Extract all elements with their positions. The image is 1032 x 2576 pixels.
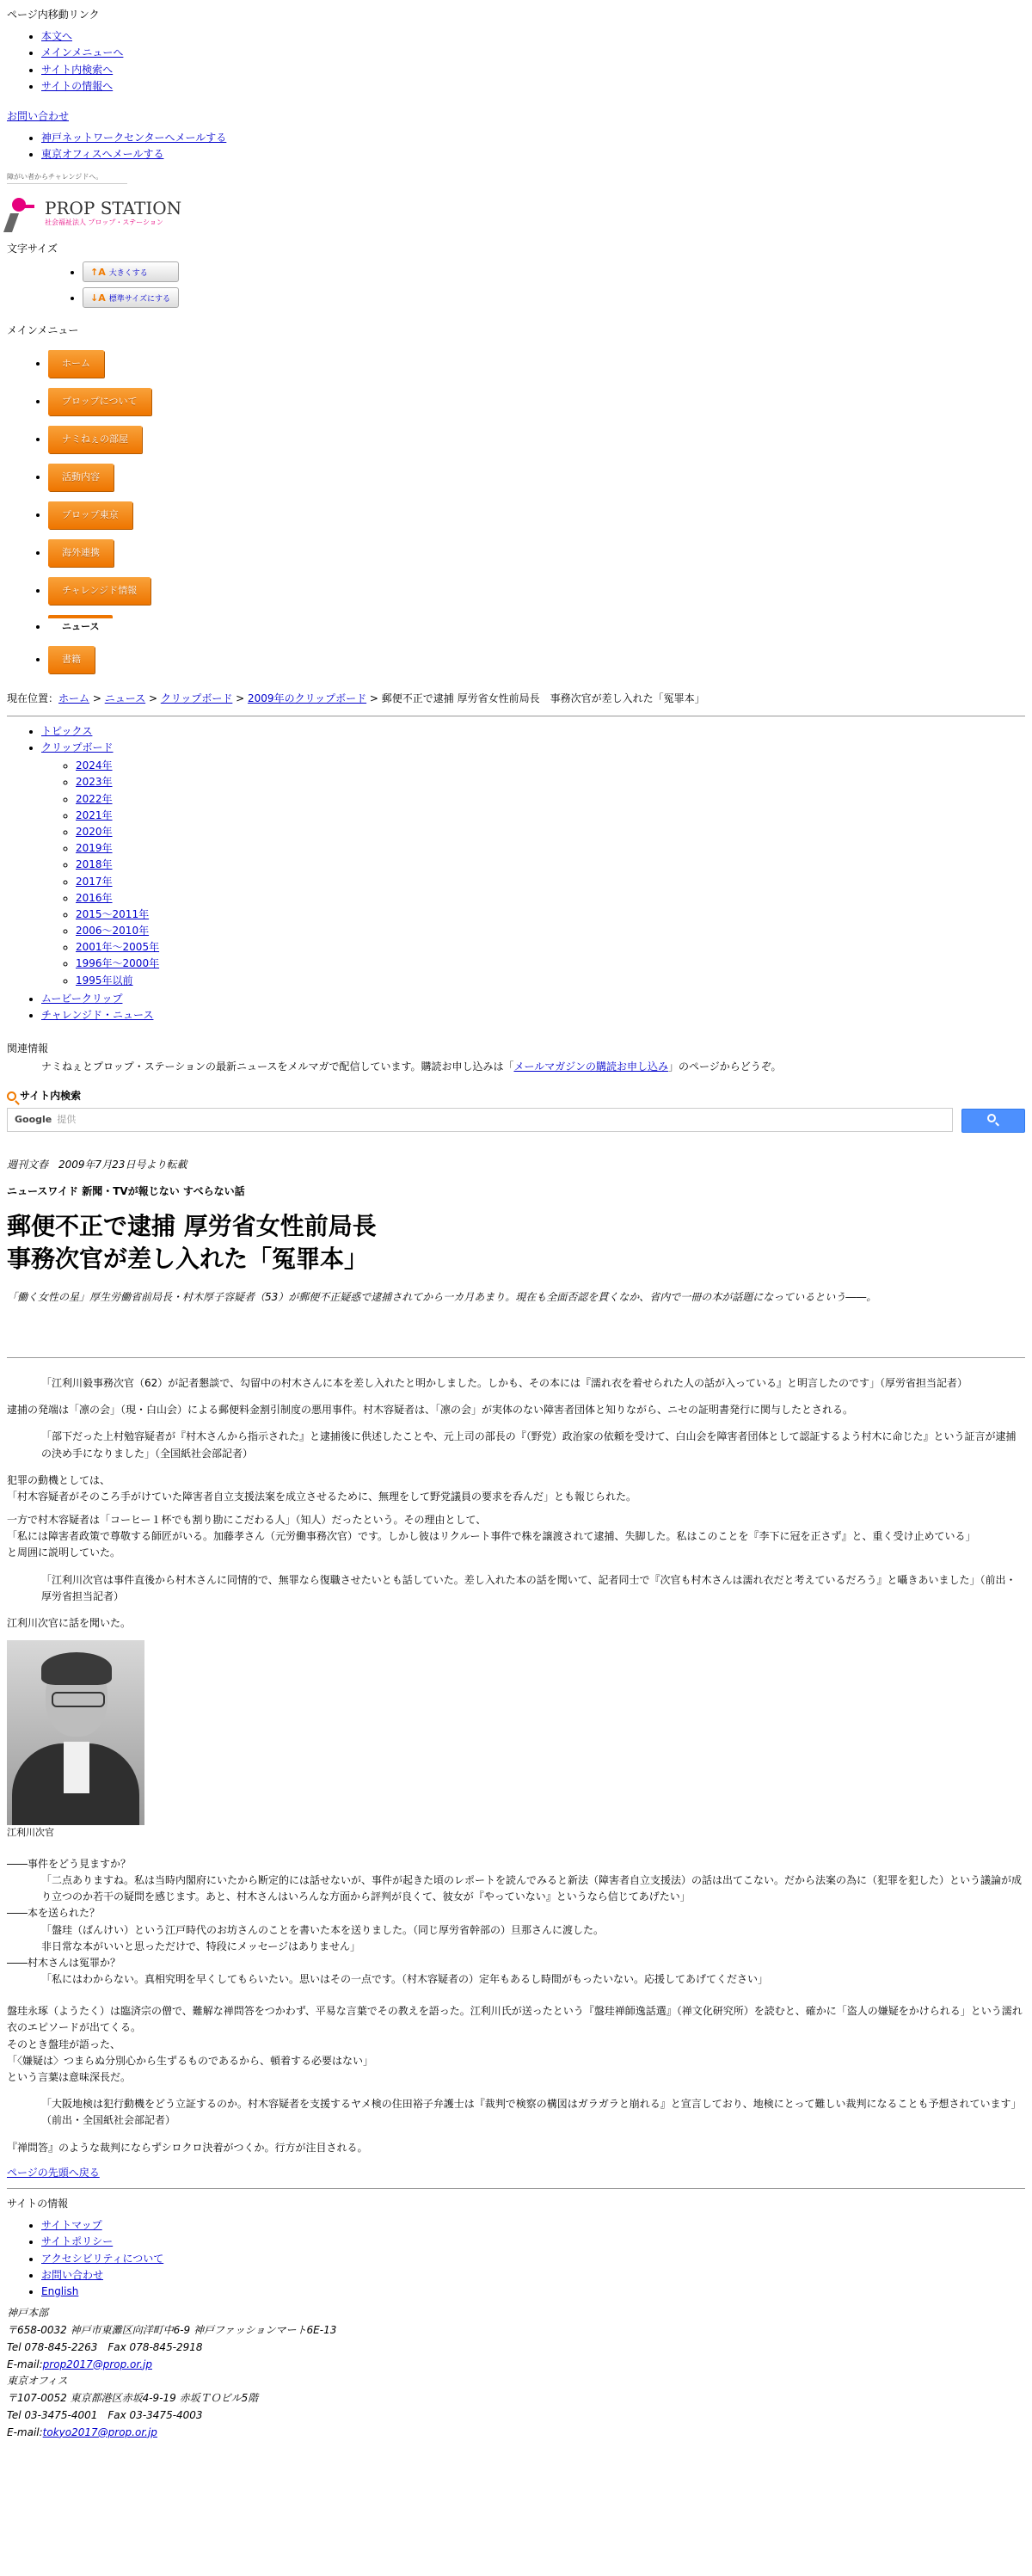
breadcrumb-prefix: 現在位置： <box>7 692 59 704</box>
interview-question: ――村木さんは冤罪か？ <box>7 1956 121 1969</box>
article-paragraph: 犯罪の動機としては、 「村木容疑者がそのころ手がけていた障害者自立支援法案を成立させるために、無理をして野党議員の要求を呑んだ」とも報じられた。 <box>7 1473 637 1503</box>
skip-links-title: ページ内移動リンク <box>7 9 100 21</box>
interview-answer: 「私にはわからない。真相究明を早くしてもらいたい。思いはその一点です。（村木容疑者の）定年もあるし時間がもったいない。応援してあげてください」 <box>41 1973 769 1986</box>
search-title: サイト内検索 <box>7 1088 1025 1104</box>
breadcrumb-clipboard[interactable]: クリップボード <box>160 692 233 704</box>
subnav-movie-clip[interactable]: ムービークリップ <box>41 992 123 1005</box>
article-kicker: ニュースワイド 新聞・TVが報じない すべらない話 <box>7 1184 245 1197</box>
font-size-label: 文字サイズ <box>7 243 58 255</box>
menu-overseas[interactable]: 海外連携 <box>48 539 114 567</box>
article-paragraph: 「江利川毅事務次官（62）が記者懇談で、勾留中の村木さんに本を差し入れたと明かしました。しかも、その本には『濡れ衣を着せられた人の話が入っている』と明言したのです」（厚労省担当記者） <box>41 1376 968 1389</box>
site-logo[interactable] <box>7 193 1025 234</box>
article-paragraph: 一方で村木容疑者は「コーヒー１杯でも割り勘にこだわる人」（知人）だったという。その理由として、 「私には障害者政策で尊敬する師匠がいる。加藤孝さん（元労働事務次官）です。しかし彼はリクルート事件で株を譲渡されて逮捕、失脚した。私はこのことを『李下に冠を正さず』と、重く受け止めている」 と周囲に説明していた。 <box>7 1514 976 1559</box>
related-text: ナミねぇとプロップ・ステーションの最新ニュースをメルマガで配信しています。購読お申し込みは「メールマガジンの購読お申し込み」のページからどうぞ。 <box>41 1061 782 1073</box>
divider <box>7 1357 1025 1358</box>
interview <box>7 1856 1025 1989</box>
article-lead: 「働く女性の星」厚生労働省前局長・村木厚子容疑者（53）が郵便不正疑惑で逮捕されてから一カ月あまり。現在も全面否認を貫くなか、省内で一冊の本が話題になっているという――。 <box>7 1290 877 1303</box>
mailmagazine-link[interactable]: メールマガジンの購読お申し込み <box>513 1061 668 1073</box>
english-link[interactable]: English <box>41 2284 79 2297</box>
menu-books[interactable]: 書籍 <box>48 646 95 673</box>
font-standard-button[interactable]: ↓A 標準サイズにする <box>83 287 179 308</box>
menu-home[interactable]: ホーム <box>48 350 104 378</box>
subnav-year-link[interactable]: 2023年 <box>76 776 113 789</box>
menu-challenged-info[interactable]: チャレンジド情報 <box>48 577 150 605</box>
interview-answer: 「盤珪（ばんけい）という江戸時代のお坊さんのことを書いた本を送りました。（同じ厚労省幹部の）旦那さんに渡した。 非日常な本がいいと思っただけで、特段にメッセージはありません」 <box>41 1923 605 1952</box>
logo-text: PROP STATION <box>45 197 182 218</box>
subnav-year-link[interactable]: 2001年〜2005年 <box>76 941 160 954</box>
article-paragraph: 「大阪地検は犯行動機をどう立証するのか。村木容疑者を支援するヤメ検の住田裕子弁護士は『裁判で検察の構図はガラガラと崩れる』と宣言しており、地検にとって難しい裁判になることも予想されています」（前出・全国紙社会部記者） <box>41 2098 1022 2127</box>
menu-prop-tokyo[interactable]: プロップ東京 <box>48 501 132 529</box>
font-larger-icon: ↑A <box>90 267 106 279</box>
sitemap-link[interactable]: サイトマップ <box>41 2219 102 2232</box>
breadcrumb-current: 郵便不正で逮捕 厚労省女性前局長 事務次官が差し入れた「冤罪本」 <box>381 692 705 704</box>
subnav-year-link[interactable]: 2015〜2011年 <box>76 907 150 920</box>
mail-kobe-link[interactable]: 神戸ネットワークセンターへメールする <box>41 132 227 144</box>
breadcrumb-home[interactable]: ホーム <box>58 692 90 704</box>
font-size-list <box>7 259 1025 310</box>
tokyo-tel: Tel 03-3475-4001 Fax 03-3475-4003 <box>7 2408 203 2421</box>
article-paragraph: 盤珪永琢（ようたく）は臨済宗の僧で、難解な禅問答をつかわず、平易な言葉でその教えを語った。江利川氏が送ったという『盤珪禅師逸話選』（禅文化研究所）を読むと、確かに「盗人の嫌疑をかけられる」という濡れ衣のエピソードが出てくる。 そのとき盤珪が語った、 「〈嫌疑は〉つまらぬ分別心から生ずるものであるから、頓着する必要はない」 という言葉は意味深長だ。 <box>7 2005 1023 2084</box>
interview-answer: 「二点ありますね。私は当時内閣府にいたから断定的には話せないが、事件が起きた頃のレポートを読んでみると新法（障害者自立支援法）の話は出てこない。だから法案の為に（犯罪を犯した）という議論が成り立つのか若干の疑問を感じます。あと、村木さんはいろんな方面から評判が良くて、彼女が『やっていない』というなら信じてあげたい」 <box>41 1873 1023 1903</box>
skip-to-content-link[interactable]: 本文へ <box>41 30 73 43</box>
skip-to-siteinfo-link[interactable]: サイトの情報へ <box>41 79 114 92</box>
subnav-topics[interactable]: トピックス <box>41 724 93 737</box>
mainmenu <box>7 350 1025 673</box>
sitepolicy-link[interactable]: サイトポリシー <box>41 2235 114 2248</box>
subnav <box>7 723 1025 1024</box>
article-paragraph: 江利川次官に話を聞いた。 <box>7 1617 132 1630</box>
search-form <box>7 1108 1025 1133</box>
contact-link[interactable]: お問い合わせ <box>7 109 70 122</box>
search-button-icon <box>987 1114 996 1122</box>
subnav-year-link[interactable]: 1995年以前 <box>76 974 133 987</box>
tagline: 障がい者からチャレンジドへ。 <box>7 172 127 185</box>
tokyo-label: 東京オフィス <box>7 2375 68 2388</box>
search-icon <box>7 1091 16 1101</box>
logo-mark-icon <box>7 193 41 234</box>
accessibility-link[interactable]: アクセシビリティについて <box>41 2252 164 2265</box>
back-to-top-link[interactable]: ページの先頭へ戻る <box>7 2166 100 2179</box>
article-headline: 郵便不正で逮捕 厚労省女性前局長 事務次官が差し入れた「冤罪本」 <box>7 1212 377 1273</box>
breadcrumb-2009[interactable]: 2009年のクリップボード <box>248 692 367 704</box>
tokyo-email-link[interactable]: tokyo2017@prop.or.jp <box>42 2425 157 2438</box>
kobe-address: 〒658-0032 神戸市東灘区向洋町中6-9 神戸ファッションマート6E-13 <box>7 2323 337 2336</box>
skip-to-mainmenu-link[interactable]: メインメニューへ <box>41 46 124 59</box>
tokyo-email-line: E-mail:tokyo2017@prop.or.jp <box>7 2425 157 2438</box>
search-input[interactable] <box>7 1108 953 1132</box>
subnav-year-link[interactable]: 2019年 <box>76 842 113 855</box>
subnav-year-link[interactable]: 2022年 <box>76 792 113 805</box>
mail-tokyo-link[interactable]: 東京オフィスへメールする <box>41 148 164 161</box>
subnav-year-link[interactable]: 2016年 <box>76 891 113 904</box>
subnav-year-link[interactable]: 2024年 <box>76 759 113 772</box>
search-button[interactable] <box>961 1109 1025 1133</box>
breadcrumb-sep: > <box>366 692 382 704</box>
subnav-clipboard[interactable]: クリップボード <box>41 741 114 754</box>
subnav-year-link[interactable]: 2017年 <box>76 875 113 888</box>
siteinfo-list <box>7 2217 1025 2300</box>
interview-question: ――事件をどう見ますか？ <box>7 1857 132 1870</box>
siteinfo-title: サイトの情報 <box>7 2197 69 2210</box>
contact-list <box>7 130 1025 163</box>
font-larger-button[interactable]: ↑A 大きくする <box>83 261 179 282</box>
header <box>7 172 1025 311</box>
portrait-photo <box>7 1640 144 1825</box>
kobe-email-link[interactable]: prop2017@prop.or.jp <box>42 2358 152 2370</box>
related-title: 関連情報 <box>7 1042 49 1055</box>
article-body <box>7 1375 1025 2156</box>
breadcrumb-news[interactable]: ニュース <box>104 692 146 704</box>
kobe-email-line: E-mail:prop2017@prop.or.jp <box>7 2358 152 2370</box>
subnav-challenged-news[interactable]: チャレンジド・ニュース <box>41 1009 154 1022</box>
menu-news[interactable]: ニュース <box>48 615 113 636</box>
breadcrumb-sep: > <box>89 692 105 704</box>
article-paragraph: 「江利川次官は事件直後から村木さんに同情的で、無罪なら復職させたいとも話していた。差し入れた本の話を聞いて、記者同士で『次官も村木さんは濡れ衣だと考えているだろう』と囁きあいました」（前出・厚労省担当記者） <box>41 1573 1017 1602</box>
article-paragraph: 『禅問答』のような裁判にならずシロクロ決着がつくか。行方が注目される。 <box>7 2141 368 2154</box>
subnav-year-link[interactable]: 1996年〜2000年 <box>76 957 160 970</box>
menu-about[interactable]: プロップについて <box>48 388 151 415</box>
kobe-label: 神戸本部 <box>7 2307 49 2320</box>
footer-address <box>7 2305 1025 2441</box>
breadcrumb <box>7 691 1025 707</box>
subnav-year-link[interactable]: 2020年 <box>76 825 113 838</box>
skip-to-search-link[interactable]: サイト内検索へ <box>41 63 114 76</box>
search-placeholder: 提供 <box>57 1113 77 1125</box>
divider <box>7 2188 1025 2189</box>
menu-namine-room[interactable]: ナミねぇの部屋 <box>48 426 142 453</box>
kobe-tel: Tel 078-845-2263 Fax 078-845-2918 <box>7 2340 203 2353</box>
menu-activities[interactable]: 活動内容 <box>48 464 114 491</box>
article-source: 週刊文春 2009年7月23日号より転載 <box>7 1158 187 1171</box>
subnav-year-link[interactable]: 2021年 <box>76 808 113 821</box>
mainmenu-title: メインメニュー <box>7 324 79 337</box>
logo-subtext: 社会福祉法人 プロップ・ステーション <box>45 218 163 226</box>
subnav-year-link[interactable]: 2018年 <box>76 858 113 871</box>
font-standard-icon: ↓A <box>90 292 106 304</box>
skip-links-list <box>7 28 1025 95</box>
breadcrumb-sep: > <box>232 692 249 704</box>
breadcrumb-sep: > <box>145 692 161 704</box>
interview-question: ――本を送られた？ <box>7 1907 101 1920</box>
photo-caption: 江利川次官 <box>7 1827 54 1839</box>
article-paragraph: 「部下だった上村勉容疑者が『村木さんから指示された』と逮捕後に供述したことや、元上司の部長の『（野党）政治家の依頼を受けて、白山会を障害者団体として認証するよう村木に命じた』という証言が逮捕の決め手になりました」（全国紙社会部記者） <box>41 1430 1017 1460</box>
article-paragraph: 逮捕の発端は「凛の会」（現・白山会）による郵便料金割引制度の悪用事件。村木容疑者は、「凛の会」が実体のない障害者団体と知りながら、ニセの証明書発行に関与したとされる。 <box>7 1404 854 1417</box>
footer-contact-link[interactable]: お問い合わせ <box>41 2268 104 2281</box>
tokyo-address: 〒107-0052 東京都港区赤坂4-9-19 赤坂ＴＯビル5階 <box>7 2392 259 2405</box>
google-brand: Google <box>15 1113 52 1125</box>
subnav-year-link[interactable]: 2006〜2010年 <box>76 925 150 938</box>
